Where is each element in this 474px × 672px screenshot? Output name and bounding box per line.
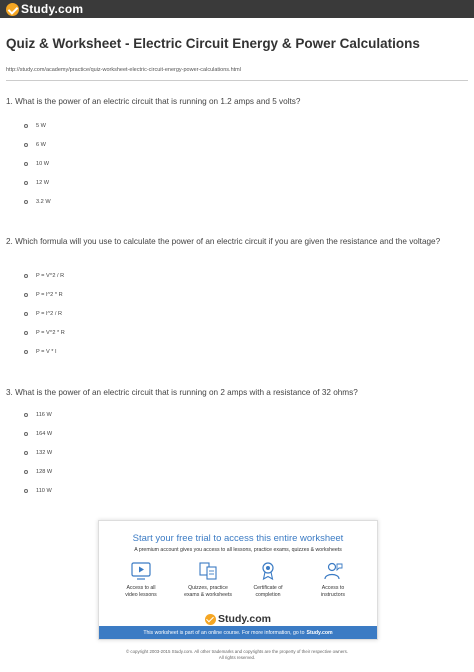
feature-line: instructors xyxy=(321,591,345,598)
answer-label: 132 W xyxy=(36,450,53,456)
question-1: 1. What is the power of an electric circuit that is running on 1.2 amps and 5 volts? xyxy=(6,97,301,106)
feature-video-lessons xyxy=(109,561,173,598)
answer-option[interactable] xyxy=(24,488,52,494)
radio-icon[interactable] xyxy=(24,350,28,354)
certificate-icon xyxy=(257,561,279,581)
answer-option[interactable] xyxy=(24,450,52,456)
answer-option[interactable] xyxy=(24,412,52,418)
feature-line: Access to xyxy=(321,585,345,591)
copyright-line: © copyright 2003-2015 Study.com. All other trademarks and copyrights are the property of their respective owners. xyxy=(125,649,349,654)
answer-option[interactable] xyxy=(24,469,52,475)
promo-logo[interactable] xyxy=(99,613,377,625)
radio-icon[interactable] xyxy=(24,470,28,474)
answer-label: 110 W xyxy=(36,488,52,494)
feature-quizzes xyxy=(176,561,240,598)
feature-certificate xyxy=(236,561,300,598)
feature-line: Access to all xyxy=(126,585,156,591)
answer-label: 10 W xyxy=(36,161,50,167)
radio-icon[interactable] xyxy=(24,274,28,278)
answer-label: P = V^2 * R xyxy=(36,330,65,336)
answer-label: 3.2 W xyxy=(36,199,51,205)
premium-promo-box xyxy=(98,520,378,640)
answer-label: 5 W xyxy=(36,123,46,129)
radio-icon[interactable] xyxy=(24,331,28,335)
question-3: 3. What is the power of an electric circuit that is running on 2 amps with a resistance of 32 ohms? xyxy=(6,388,358,397)
radio-icon[interactable] xyxy=(24,293,28,297)
answer-label: P = I^2 / R xyxy=(36,311,62,317)
radio-icon[interactable] xyxy=(24,162,28,166)
promo-footer-link[interactable]: Study.com xyxy=(306,629,333,636)
study-logo[interactable] xyxy=(6,1,83,17)
radio-icon[interactable] xyxy=(24,124,28,128)
answer-option[interactable] xyxy=(24,123,46,129)
source-url: http://study.com/academy/practice/quiz-worksheet-electric-circuit-energy-power-calculations.html xyxy=(6,67,241,73)
answer-label: P = V * I xyxy=(36,349,57,355)
radio-icon[interactable] xyxy=(24,489,28,493)
feature-line: exams & worksheets xyxy=(184,591,232,598)
radio-icon[interactable] xyxy=(24,432,28,436)
radio-icon[interactable] xyxy=(24,143,28,147)
radio-icon[interactable] xyxy=(24,413,28,417)
promo-footer-text: This worksheet is part of an online course. For more information, go to xyxy=(143,629,305,636)
answer-option[interactable] xyxy=(24,161,49,167)
question-2: 2. Which formula will you use to calculate the power of an electric circuit if you are given the resistance and the voltage? xyxy=(6,237,441,246)
answer-option[interactable] xyxy=(24,292,63,298)
feature-line: Quizzes, practice xyxy=(188,585,228,591)
answer-option[interactable] xyxy=(24,180,49,186)
answer-option[interactable] xyxy=(24,330,65,336)
logo-text: Study.com xyxy=(21,2,84,16)
copyright xyxy=(0,649,474,660)
answer-label: 128 W xyxy=(36,469,53,475)
promo-headline: Start your free trial to access this entire worksheet xyxy=(132,533,344,544)
answer-option[interactable] xyxy=(24,273,64,279)
answer-option[interactable] xyxy=(24,311,62,317)
answer-label: 116 W xyxy=(36,412,52,418)
radio-icon[interactable] xyxy=(24,200,28,204)
feature-line: Certificate of xyxy=(253,585,283,591)
copyright-line: All rights reserved. xyxy=(218,654,256,660)
answer-option[interactable] xyxy=(24,199,51,205)
answer-label: 164 W xyxy=(36,431,53,437)
answer-label: 12 W xyxy=(36,180,50,186)
answer-option[interactable] xyxy=(24,431,52,437)
feature-line: completion xyxy=(255,591,281,598)
quizzes-icon xyxy=(197,561,219,581)
answer-option[interactable] xyxy=(24,349,57,355)
answer-label: P = I^2 * R xyxy=(36,292,63,298)
promo-footer xyxy=(99,626,377,639)
answer-label: 6 W xyxy=(36,142,46,148)
answer-label: P = V^2 / R xyxy=(36,273,65,279)
instructors-icon xyxy=(322,561,344,581)
feature-instructors xyxy=(301,561,365,598)
radio-icon[interactable] xyxy=(24,451,28,455)
video-lessons-icon xyxy=(130,561,152,581)
study-logo-icon xyxy=(6,3,19,16)
study-logo-icon xyxy=(205,614,216,625)
divider xyxy=(6,80,468,81)
promo-logo-text: Study.com xyxy=(218,613,271,625)
header-bar xyxy=(0,0,474,18)
promo-subline: A premium account gives you access to all lessons, practice exams, quizzes & worksheets xyxy=(134,547,342,553)
radio-icon[interactable] xyxy=(24,312,28,316)
page-title: Quiz & Worksheet - Electric Circuit Energy & Power Calculations xyxy=(6,36,420,51)
radio-icon[interactable] xyxy=(24,181,28,185)
feature-line: video lessons xyxy=(125,591,157,598)
answer-option[interactable] xyxy=(24,142,46,148)
